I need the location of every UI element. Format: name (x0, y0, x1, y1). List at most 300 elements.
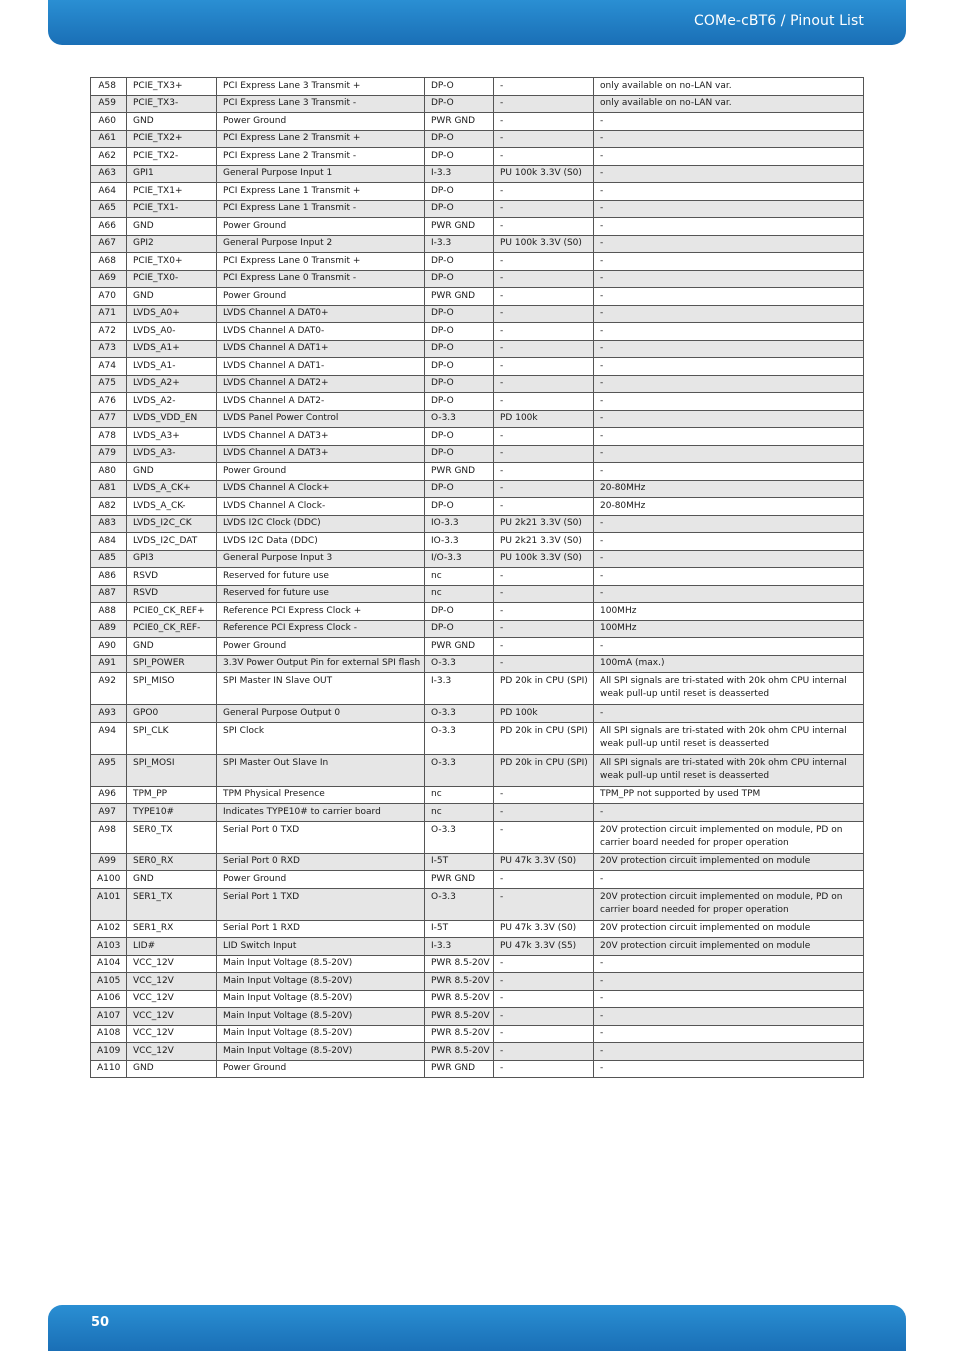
table-row (91, 603, 864, 621)
table-row (91, 498, 864, 516)
termination-cell: - (494, 428, 594, 446)
type-cell: PWR GND (425, 113, 494, 131)
signal-name-cell: PCIE_TX1+ (127, 183, 217, 201)
description-cell: Indicates TYPE10# to carrier board (217, 804, 425, 822)
type-cell: DP-O (425, 323, 494, 341)
signal-name-cell: SER0_RX (127, 853, 217, 871)
comment-cell: - (594, 253, 864, 271)
termination-cell: - (494, 340, 594, 358)
description-cell: LVDS Channel A DAT2+ (217, 375, 425, 393)
pinout-table-body (91, 78, 864, 1078)
comment-cell: - (594, 410, 864, 428)
pin-number-cell: A86 (91, 568, 127, 586)
pin-number-cell: A61 (91, 130, 127, 148)
type-cell: nc (425, 786, 494, 804)
description-cell: Serial Port 0 TXD (217, 821, 425, 853)
description-cell: Power Ground (217, 871, 425, 889)
signal-name-cell: LVDS_A0+ (127, 305, 217, 323)
pin-number-cell: A108 (91, 1025, 127, 1043)
termination-cell: - (494, 786, 594, 804)
type-cell: I-3.3 (425, 938, 494, 956)
type-cell: PWR 8.5-20V (425, 1043, 494, 1061)
type-cell: PWR 8.5-20V (425, 1008, 494, 1026)
comment-cell: 100MHz (594, 603, 864, 621)
pin-number-cell: A63 (91, 165, 127, 183)
comment-cell: - (594, 288, 864, 306)
description-cell: Serial Port 0 RXD (217, 853, 425, 871)
type-cell: I-5T (425, 853, 494, 871)
signal-name-cell: VCC_12V (127, 955, 217, 973)
termination-cell: - (494, 358, 594, 376)
comment-cell: - (594, 1060, 864, 1078)
termination-cell: PD 20k in CPU (SPI) (494, 673, 594, 705)
table-row (91, 1025, 864, 1043)
comment-cell: - (594, 218, 864, 236)
type-cell: DP-O (425, 428, 494, 446)
comment-cell: - (594, 533, 864, 551)
pin-number-cell: A78 (91, 428, 127, 446)
description-cell: LVDS Channel A DAT0+ (217, 305, 425, 323)
type-cell: I-3.3 (425, 235, 494, 253)
description-cell: PCI Express Lane 0 Transmit + (217, 253, 425, 271)
pin-number-cell: A97 (91, 804, 127, 822)
termination-cell: PD 20k in CPU (SPI) (494, 722, 594, 754)
table-row (91, 358, 864, 376)
signal-name-cell: PCIE_TX0- (127, 270, 217, 288)
comment-cell: - (594, 1043, 864, 1061)
signal-name-cell: LID# (127, 938, 217, 956)
table-row (91, 340, 864, 358)
description-cell: LVDS Channel A DAT1- (217, 358, 425, 376)
comment-cell: - (594, 113, 864, 131)
pin-number-cell: A87 (91, 585, 127, 603)
table-row (91, 323, 864, 341)
signal-name-cell: PCIE_TX1- (127, 200, 217, 218)
termination-cell: - (494, 638, 594, 656)
pin-number-cell: A77 (91, 410, 127, 428)
pin-number-cell: A105 (91, 973, 127, 991)
pin-number-cell: A68 (91, 253, 127, 271)
pin-number-cell: A99 (91, 853, 127, 871)
comment-cell: All SPI signals are tri-stated with 20k ohm CPU internal weak pull-up until reset is deasserted (594, 722, 864, 754)
signal-name-cell: TYPE10# (127, 804, 217, 822)
table-row (91, 620, 864, 638)
type-cell: I-5T (425, 920, 494, 938)
termination-cell: - (494, 821, 594, 853)
comment-cell: - (594, 323, 864, 341)
pin-number-cell: A70 (91, 288, 127, 306)
termination-cell: - (494, 655, 594, 673)
signal-name-cell: VCC_12V (127, 1043, 217, 1061)
table-row (91, 200, 864, 218)
description-cell: Main Input Voltage (8.5-20V) (217, 1008, 425, 1026)
description-cell: PCI Express Lane 2 Transmit - (217, 148, 425, 166)
signal-name-cell: RSVD (127, 568, 217, 586)
pinout-table (90, 77, 864, 1078)
signal-name-cell: LVDS_A_CK- (127, 498, 217, 516)
type-cell: DP-O (425, 340, 494, 358)
termination-cell: - (494, 130, 594, 148)
signal-name-cell: LVDS_I2C_DAT (127, 533, 217, 551)
document-title: COMe-cBT6 / Pinout List (694, 13, 864, 29)
signal-name-cell: PCIE_TX3- (127, 95, 217, 113)
type-cell: DP-O (425, 480, 494, 498)
description-cell: Main Input Voltage (8.5-20V) (217, 973, 425, 991)
comment-cell: only available on no-LAN var. (594, 78, 864, 96)
comment-cell: - (594, 638, 864, 656)
signal-name-cell: GND (127, 288, 217, 306)
table-row (91, 410, 864, 428)
description-cell: TPM Physical Presence (217, 786, 425, 804)
table-row (91, 990, 864, 1008)
pin-number-cell: A101 (91, 888, 127, 920)
signal-name-cell: VCC_12V (127, 990, 217, 1008)
comment-cell: - (594, 804, 864, 822)
pin-number-cell: A98 (91, 821, 127, 853)
comment-cell: only available on no-LAN var. (594, 95, 864, 113)
comment-cell: - (594, 871, 864, 889)
table-row (91, 754, 864, 786)
type-cell: DP-O (425, 620, 494, 638)
signal-name-cell: GND (127, 1060, 217, 1078)
signal-name-cell: PCIE0_CK_REF- (127, 620, 217, 638)
comment-cell: - (594, 340, 864, 358)
type-cell: nc (425, 568, 494, 586)
pin-number-cell: A67 (91, 235, 127, 253)
pin-number-cell: A60 (91, 113, 127, 131)
description-cell: SPI Master Out Slave In (217, 754, 425, 786)
termination-cell: - (494, 1025, 594, 1043)
comment-cell: - (594, 1025, 864, 1043)
table-row (91, 638, 864, 656)
pin-number-cell: A95 (91, 754, 127, 786)
comment-cell: 20V protection circuit implemented on module, PD on carrier board needed for proper operation (594, 821, 864, 853)
termination-cell: PU 47k 3.3V (S5) (494, 938, 594, 956)
signal-name-cell: SER0_TX (127, 821, 217, 853)
comment-cell: - (594, 445, 864, 463)
comment-cell: - (594, 200, 864, 218)
termination-cell: - (494, 463, 594, 481)
pin-number-cell: A93 (91, 705, 127, 723)
signal-name-cell: GPI1 (127, 165, 217, 183)
table-row (91, 428, 864, 446)
pin-number-cell: A59 (91, 95, 127, 113)
termination-cell: PD 20k in CPU (SPI) (494, 754, 594, 786)
signal-name-cell: GPI2 (127, 235, 217, 253)
table-row (91, 821, 864, 853)
description-cell: LVDS Channel A Clock- (217, 498, 425, 516)
table-row (91, 550, 864, 568)
comment-cell: 20V protection circuit implemented on module (594, 853, 864, 871)
type-cell: DP-O (425, 498, 494, 516)
description-cell: PCI Express Lane 3 Transmit + (217, 78, 425, 96)
table-row (91, 480, 864, 498)
signal-name-cell: GND (127, 463, 217, 481)
comment-cell: - (594, 148, 864, 166)
description-cell: SPI Master IN Slave OUT (217, 673, 425, 705)
comment-cell: - (594, 305, 864, 323)
comment-cell: - (594, 955, 864, 973)
description-cell: Reserved for future use (217, 585, 425, 603)
comment-cell: - (594, 515, 864, 533)
table-row (91, 515, 864, 533)
comment-cell: 20V protection circuit implemented on module (594, 920, 864, 938)
pin-number-cell: A109 (91, 1043, 127, 1061)
termination-cell: - (494, 1060, 594, 1078)
type-cell: PWR GND (425, 638, 494, 656)
termination-cell: - (494, 218, 594, 236)
pin-number-cell: A107 (91, 1008, 127, 1026)
description-cell: Serial Port 1 TXD (217, 888, 425, 920)
signal-name-cell: SER1_TX (127, 888, 217, 920)
type-cell: DP-O (425, 148, 494, 166)
pin-number-cell: A100 (91, 871, 127, 889)
pin-number-cell: A82 (91, 498, 127, 516)
comment-cell: - (594, 428, 864, 446)
table-row (91, 955, 864, 973)
table-row (91, 288, 864, 306)
termination-cell: - (494, 888, 594, 920)
description-cell: PCI Express Lane 2 Transmit + (217, 130, 425, 148)
termination-cell: - (494, 480, 594, 498)
signal-name-cell: LVDS_A0- (127, 323, 217, 341)
type-cell: O-3.3 (425, 655, 494, 673)
type-cell: I-3.3 (425, 673, 494, 705)
description-cell: Main Input Voltage (8.5-20V) (217, 1025, 425, 1043)
termination-cell: - (494, 270, 594, 288)
signal-name-cell: LVDS_A3+ (127, 428, 217, 446)
pin-number-cell: A110 (91, 1060, 127, 1078)
termination-cell: - (494, 113, 594, 131)
table-row (91, 938, 864, 956)
termination-cell: - (494, 183, 594, 201)
type-cell: DP-O (425, 183, 494, 201)
pin-number-cell: A71 (91, 305, 127, 323)
pin-number-cell: A80 (91, 463, 127, 481)
termination-cell: - (494, 393, 594, 411)
table-row (91, 218, 864, 236)
termination-cell: - (494, 323, 594, 341)
description-cell: PCI Express Lane 0 Transmit - (217, 270, 425, 288)
termination-cell: - (494, 603, 594, 621)
description-cell: General Purpose Output 0 (217, 705, 425, 723)
table-row (91, 568, 864, 586)
table-row (91, 585, 864, 603)
description-cell: LVDS Channel A DAT3+ (217, 428, 425, 446)
termination-cell: - (494, 1008, 594, 1026)
pin-number-cell: A103 (91, 938, 127, 956)
signal-name-cell: LVDS_A1- (127, 358, 217, 376)
termination-cell: PD 100k (494, 410, 594, 428)
pin-number-cell: A88 (91, 603, 127, 621)
signal-name-cell: SPI_MOSI (127, 754, 217, 786)
type-cell: DP-O (425, 130, 494, 148)
comment-cell: - (594, 130, 864, 148)
description-cell: General Purpose Input 1 (217, 165, 425, 183)
signal-name-cell: VCC_12V (127, 973, 217, 991)
termination-cell: - (494, 445, 594, 463)
type-cell: DP-O (425, 603, 494, 621)
comment-cell: - (594, 375, 864, 393)
comment-cell: All SPI signals are tri-stated with 20k ohm CPU internal weak pull-up until reset is deasserted (594, 673, 864, 705)
signal-name-cell: GPI3 (127, 550, 217, 568)
comment-cell: - (594, 585, 864, 603)
type-cell: DP-O (425, 270, 494, 288)
comment-cell: - (594, 463, 864, 481)
comment-cell: - (594, 1008, 864, 1026)
signal-name-cell: LVDS_A3- (127, 445, 217, 463)
termination-cell: - (494, 305, 594, 323)
termination-cell: - (494, 95, 594, 113)
table-row (91, 463, 864, 481)
type-cell: PWR 8.5-20V (425, 990, 494, 1008)
termination-cell: PU 2k21 3.3V (S0) (494, 533, 594, 551)
table-row (91, 130, 864, 148)
table-row (91, 533, 864, 551)
signal-name-cell: TPM_PP (127, 786, 217, 804)
comment-cell: 100mA (max.) (594, 655, 864, 673)
description-cell: LVDS Channel A Clock+ (217, 480, 425, 498)
description-cell: PCI Express Lane 1 Transmit - (217, 200, 425, 218)
termination-cell: - (494, 620, 594, 638)
description-cell: LID Switch Input (217, 938, 425, 956)
table-row (91, 235, 864, 253)
table-row (91, 786, 864, 804)
type-cell: I/O-3.3 (425, 550, 494, 568)
description-cell: Reference PCI Express Clock + (217, 603, 425, 621)
type-cell: PWR 8.5-20V (425, 1025, 494, 1043)
termination-cell: PU 47k 3.3V (S0) (494, 920, 594, 938)
signal-name-cell: GND (127, 871, 217, 889)
type-cell: DP-O (425, 393, 494, 411)
pin-number-cell: A96 (91, 786, 127, 804)
signal-name-cell: PCIE_TX0+ (127, 253, 217, 271)
signal-name-cell: RSVD (127, 585, 217, 603)
description-cell: LVDS I2C Data (DDC) (217, 533, 425, 551)
signal-name-cell: VCC_12V (127, 1008, 217, 1026)
signal-name-cell: PCIE_TX2+ (127, 130, 217, 148)
comment-cell: - (594, 183, 864, 201)
signal-name-cell: SER1_RX (127, 920, 217, 938)
description-cell: General Purpose Input 3 (217, 550, 425, 568)
table-row (91, 1060, 864, 1078)
signal-name-cell: GND (127, 218, 217, 236)
pin-number-cell: A91 (91, 655, 127, 673)
description-cell: Power Ground (217, 113, 425, 131)
termination-cell: PU 47k 3.3V (S0) (494, 853, 594, 871)
termination-cell: - (494, 955, 594, 973)
type-cell: O-3.3 (425, 722, 494, 754)
table-row (91, 804, 864, 822)
description-cell: Power Ground (217, 463, 425, 481)
comment-cell: 20-80MHz (594, 480, 864, 498)
signal-name-cell: SPI_POWER (127, 655, 217, 673)
description-cell: General Purpose Input 2 (217, 235, 425, 253)
comment-cell: - (594, 165, 864, 183)
table-row (91, 445, 864, 463)
type-cell: DP-O (425, 445, 494, 463)
table-row (91, 375, 864, 393)
description-cell: LVDS Panel Power Control (217, 410, 425, 428)
table-row (91, 853, 864, 871)
termination-cell: - (494, 990, 594, 1008)
pin-number-cell: A69 (91, 270, 127, 288)
pin-number-cell: A73 (91, 340, 127, 358)
description-cell: LVDS Channel A DAT2- (217, 393, 425, 411)
comment-cell: - (594, 393, 864, 411)
signal-name-cell: GND (127, 638, 217, 656)
description-cell: LVDS Channel A DAT3+ (217, 445, 425, 463)
comment-cell: - (594, 235, 864, 253)
type-cell: DP-O (425, 375, 494, 393)
signal-name-cell: PCIE0_CK_REF+ (127, 603, 217, 621)
table-row (91, 973, 864, 991)
description-cell: PCI Express Lane 3 Transmit - (217, 95, 425, 113)
type-cell: O-3.3 (425, 821, 494, 853)
termination-cell: - (494, 253, 594, 271)
pin-number-cell: A81 (91, 480, 127, 498)
description-cell: LVDS I2C Clock (DDC) (217, 515, 425, 533)
table-row (91, 655, 864, 673)
description-cell: LVDS Channel A DAT1+ (217, 340, 425, 358)
pin-number-cell: A90 (91, 638, 127, 656)
type-cell: IO-3.3 (425, 533, 494, 551)
termination-cell: PD 100k (494, 705, 594, 723)
table-row (91, 113, 864, 131)
page-number: 50 (91, 1315, 110, 1330)
comment-cell: - (594, 973, 864, 991)
termination-cell: - (494, 78, 594, 96)
comment-cell: - (594, 705, 864, 723)
comment-cell: 20V protection circuit implemented on module (594, 938, 864, 956)
pin-number-cell: A94 (91, 722, 127, 754)
termination-cell: - (494, 498, 594, 516)
comment-cell: 20V protection circuit implemented on module, PD on carrier board needed for proper operation (594, 888, 864, 920)
signal-name-cell: VCC_12V (127, 1025, 217, 1043)
description-cell: Power Ground (217, 1060, 425, 1078)
table-row (91, 148, 864, 166)
table-row (91, 705, 864, 723)
description-cell: PCI Express Lane 1 Transmit + (217, 183, 425, 201)
pin-number-cell: A64 (91, 183, 127, 201)
termination-cell: - (494, 1043, 594, 1061)
table-row (91, 920, 864, 938)
description-cell: 3.3V Power Output Pin for external SPI flash (217, 655, 425, 673)
type-cell: O-3.3 (425, 754, 494, 786)
description-cell: Serial Port 1 RXD (217, 920, 425, 938)
comment-cell: 20-80MHz (594, 498, 864, 516)
termination-cell: PU 100k 3.3V (S0) (494, 235, 594, 253)
pin-number-cell: A74 (91, 358, 127, 376)
type-cell: O-3.3 (425, 410, 494, 428)
pin-number-cell: A62 (91, 148, 127, 166)
type-cell: O-3.3 (425, 705, 494, 723)
table-row (91, 95, 864, 113)
type-cell: I-3.3 (425, 165, 494, 183)
pin-number-cell: A75 (91, 375, 127, 393)
description-cell: LVDS Channel A DAT0- (217, 323, 425, 341)
table-row (91, 393, 864, 411)
description-cell: SPI Clock (217, 722, 425, 754)
termination-cell: - (494, 804, 594, 822)
comment-cell: All SPI signals are tri-stated with 20k ohm CPU internal weak pull-up until reset is deasserted (594, 754, 864, 786)
comment-cell: - (594, 990, 864, 1008)
pin-number-cell: A66 (91, 218, 127, 236)
type-cell: DP-O (425, 358, 494, 376)
description-cell: Reference PCI Express Clock - (217, 620, 425, 638)
type-cell: PWR 8.5-20V (425, 973, 494, 991)
type-cell: DP-O (425, 253, 494, 271)
